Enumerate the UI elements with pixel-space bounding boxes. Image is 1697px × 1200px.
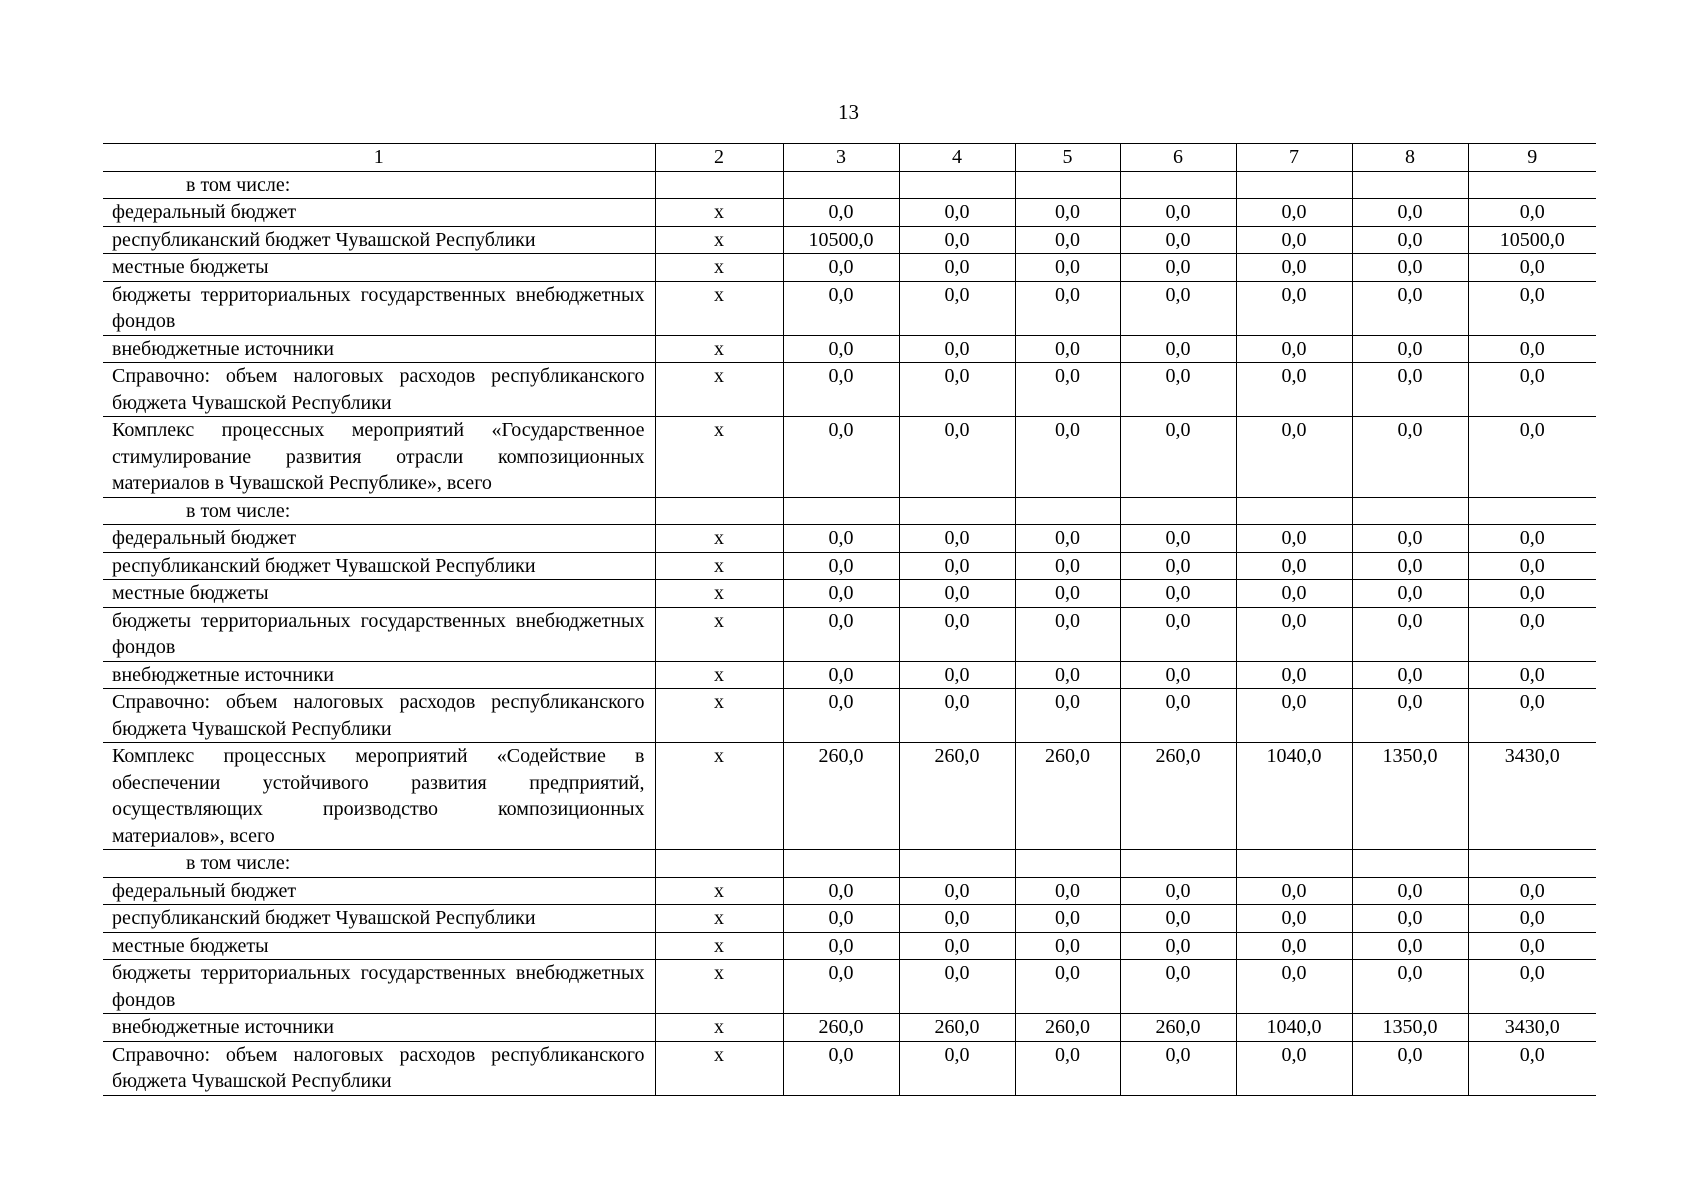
value-cell: 0,0 [899, 607, 1015, 661]
value-cell: 0,0 [1120, 199, 1236, 227]
value-cell: 0,0 [1236, 932, 1352, 960]
value-cell: 0,0 [1120, 417, 1236, 498]
not-applicable-cell: х [655, 960, 783, 1014]
value-cell: 0,0 [899, 932, 1015, 960]
column-number: 3 [783, 144, 899, 172]
row-label: Комплекс процессных мероприятий «Государственное стимулирование развития отрасли композиционных материалов в Чувашской Республике», всего [103, 417, 655, 498]
not-applicable-cell [655, 850, 783, 878]
value-cell [1468, 497, 1596, 525]
subtotal-heading-row [103, 171, 1596, 199]
column-number: 4 [899, 144, 1015, 172]
value-cell [1468, 850, 1596, 878]
not-applicable-cell [655, 171, 783, 199]
table-body [103, 171, 1596, 1095]
value-cell [783, 850, 899, 878]
column-number: 5 [1015, 144, 1120, 172]
value-cell: 0,0 [1352, 254, 1468, 282]
value-cell: 0,0 [1120, 580, 1236, 608]
table-row [103, 525, 1596, 553]
value-cell: 0,0 [1236, 877, 1352, 905]
value-cell: 260,0 [1015, 1014, 1120, 1042]
value-cell: 0,0 [1468, 335, 1596, 363]
value-cell: 0,0 [1015, 689, 1120, 743]
value-cell: 0,0 [899, 417, 1015, 498]
value-cell: 0,0 [899, 960, 1015, 1014]
value-cell: 0,0 [1120, 552, 1236, 580]
value-cell [1468, 171, 1596, 199]
value-cell: 0,0 [1352, 335, 1468, 363]
value-cell: 0,0 [1236, 281, 1352, 335]
value-cell: 0,0 [1468, 281, 1596, 335]
value-cell: 0,0 [1236, 552, 1352, 580]
not-applicable-cell: х [655, 335, 783, 363]
not-applicable-cell: х [655, 743, 783, 850]
value-cell [1352, 497, 1468, 525]
value-cell: 0,0 [1236, 905, 1352, 933]
table-row [103, 417, 1596, 498]
value-cell: 0,0 [1468, 1041, 1596, 1095]
value-cell: 0,0 [1352, 417, 1468, 498]
value-cell: 0,0 [1015, 281, 1120, 335]
value-cell: 0,0 [1468, 689, 1596, 743]
value-cell: 0,0 [899, 905, 1015, 933]
table-row [103, 552, 1596, 580]
value-cell: 0,0 [783, 932, 899, 960]
value-cell [1236, 497, 1352, 525]
not-applicable-cell: х [655, 417, 783, 498]
value-cell [783, 171, 899, 199]
value-cell: 0,0 [1236, 417, 1352, 498]
value-cell: 1350,0 [1352, 1014, 1468, 1042]
value-cell: 0,0 [1236, 525, 1352, 553]
value-cell: 3430,0 [1468, 1014, 1596, 1042]
value-cell: 0,0 [1015, 226, 1120, 254]
value-cell [1120, 497, 1236, 525]
not-applicable-cell: х [655, 552, 783, 580]
value-cell: 10500,0 [783, 226, 899, 254]
value-cell: 260,0 [783, 1014, 899, 1042]
value-cell: 0,0 [783, 580, 899, 608]
row-label: внебюджетные источники [103, 1014, 655, 1042]
value-cell: 0,0 [899, 363, 1015, 417]
value-cell: 0,0 [899, 580, 1015, 608]
value-cell: 0,0 [899, 661, 1015, 689]
value-cell: 0,0 [1352, 226, 1468, 254]
value-cell: 0,0 [899, 226, 1015, 254]
column-number: 2 [655, 144, 783, 172]
value-cell: 0,0 [1015, 199, 1120, 227]
value-cell: 0,0 [1015, 960, 1120, 1014]
value-cell: 0,0 [1468, 525, 1596, 553]
value-cell: 0,0 [1015, 254, 1120, 282]
value-cell: 0,0 [783, 525, 899, 553]
value-cell: 0,0 [1352, 661, 1468, 689]
value-cell: 0,0 [1352, 932, 1468, 960]
value-cell: 0,0 [1468, 417, 1596, 498]
value-cell [1352, 171, 1468, 199]
row-label: республиканский бюджет Чувашской Республики [103, 226, 655, 254]
value-cell: 0,0 [899, 877, 1015, 905]
value-cell: 0,0 [783, 552, 899, 580]
row-label: в том числе: [103, 850, 655, 878]
table-row [103, 932, 1596, 960]
value-cell: 0,0 [1352, 199, 1468, 227]
value-cell: 1040,0 [1236, 1014, 1352, 1042]
value-cell: 0,0 [1120, 877, 1236, 905]
not-applicable-cell: х [655, 661, 783, 689]
row-label: Комплекс процессных мероприятий «Содействие в обеспечении устойчивого развития предприятий, осуществляющих производство композиционных материалов», всего [103, 743, 655, 850]
value-cell: 0,0 [1236, 335, 1352, 363]
value-cell: 0,0 [899, 199, 1015, 227]
not-applicable-cell: х [655, 226, 783, 254]
value-cell: 0,0 [783, 363, 899, 417]
value-cell [899, 850, 1015, 878]
row-label: федеральный бюджет [103, 525, 655, 553]
column-number-row [103, 144, 1596, 172]
value-cell: 0,0 [1236, 1041, 1352, 1095]
value-cell: 0,0 [1352, 607, 1468, 661]
value-cell: 0,0 [1120, 607, 1236, 661]
not-applicable-cell: х [655, 580, 783, 608]
value-cell: 0,0 [899, 335, 1015, 363]
value-cell: 0,0 [1120, 689, 1236, 743]
table-row [103, 743, 1596, 850]
value-cell: 0,0 [899, 689, 1015, 743]
row-label: в том числе: [103, 497, 655, 525]
value-cell: 0,0 [1468, 661, 1596, 689]
value-cell: 0,0 [783, 254, 899, 282]
value-cell: 0,0 [783, 281, 899, 335]
row-label: Справочно: объем налоговых расходов республиканского бюджета Чувашской Республики [103, 689, 655, 743]
row-label: федеральный бюджет [103, 877, 655, 905]
value-cell: 0,0 [1468, 363, 1596, 417]
column-number: 7 [1236, 144, 1352, 172]
value-cell: 0,0 [783, 607, 899, 661]
value-cell: 0,0 [1015, 607, 1120, 661]
value-cell: 0,0 [1120, 254, 1236, 282]
value-cell [1015, 171, 1120, 199]
value-cell: 0,0 [899, 281, 1015, 335]
value-cell: 0,0 [783, 661, 899, 689]
value-cell [1352, 850, 1468, 878]
value-cell: 260,0 [899, 1014, 1015, 1042]
table-row [103, 1041, 1596, 1095]
value-cell: 0,0 [1120, 905, 1236, 933]
value-cell: 0,0 [1468, 932, 1596, 960]
value-cell: 0,0 [783, 689, 899, 743]
value-cell: 0,0 [1352, 1041, 1468, 1095]
value-cell: 0,0 [1352, 552, 1468, 580]
not-applicable-cell: х [655, 905, 783, 933]
value-cell: 0,0 [1352, 877, 1468, 905]
value-cell: 0,0 [1468, 960, 1596, 1014]
table-row [103, 199, 1596, 227]
value-cell: 0,0 [1015, 661, 1120, 689]
row-label: бюджеты территориальных государственных внебюджетных фондов [103, 281, 655, 335]
value-cell: 0,0 [783, 960, 899, 1014]
value-cell: 0,0 [1015, 552, 1120, 580]
value-cell: 0,0 [1352, 580, 1468, 608]
value-cell: 0,0 [1236, 226, 1352, 254]
not-applicable-cell: х [655, 1041, 783, 1095]
value-cell: 0,0 [783, 1041, 899, 1095]
value-cell: 0,0 [1468, 580, 1596, 608]
column-number: 8 [1352, 144, 1468, 172]
value-cell: 0,0 [1468, 607, 1596, 661]
value-cell: 0,0 [1015, 580, 1120, 608]
value-cell [1015, 497, 1120, 525]
not-applicable-cell: х [655, 1014, 783, 1042]
row-label: бюджеты территориальных государственных внебюджетных фондов [103, 607, 655, 661]
value-cell [783, 497, 899, 525]
value-cell: 260,0 [1015, 743, 1120, 850]
value-cell: 0,0 [1236, 199, 1352, 227]
row-label: местные бюджеты [103, 254, 655, 282]
subtotal-heading-row [103, 497, 1596, 525]
table-row [103, 363, 1596, 417]
value-cell: 0,0 [1120, 661, 1236, 689]
column-number: 6 [1120, 144, 1236, 172]
value-cell: 260,0 [1120, 743, 1236, 850]
row-label: Справочно: объем налоговых расходов республиканского бюджета Чувашской Республики [103, 363, 655, 417]
value-cell: 0,0 [1352, 960, 1468, 1014]
value-cell: 3430,0 [1468, 743, 1596, 850]
value-cell: 0,0 [1468, 877, 1596, 905]
table-row [103, 281, 1596, 335]
value-cell: 0,0 [899, 525, 1015, 553]
value-cell: 0,0 [783, 905, 899, 933]
row-label: федеральный бюджет [103, 199, 655, 227]
value-cell [1236, 171, 1352, 199]
not-applicable-cell: х [655, 689, 783, 743]
value-cell: 0,0 [1015, 335, 1120, 363]
value-cell: 0,0 [1120, 1041, 1236, 1095]
row-label: внебюджетные источники [103, 661, 655, 689]
value-cell: 0,0 [1236, 607, 1352, 661]
value-cell: 0,0 [1236, 363, 1352, 417]
value-cell: 0,0 [1015, 932, 1120, 960]
not-applicable-cell: х [655, 877, 783, 905]
value-cell: 0,0 [1120, 335, 1236, 363]
not-applicable-cell: х [655, 199, 783, 227]
table-row [103, 607, 1596, 661]
value-cell: 0,0 [1120, 281, 1236, 335]
table-row [103, 1014, 1596, 1042]
value-cell [1120, 850, 1236, 878]
value-cell: 0,0 [783, 877, 899, 905]
value-cell: 260,0 [1120, 1014, 1236, 1042]
value-cell: 0,0 [1015, 877, 1120, 905]
value-cell: 0,0 [1352, 905, 1468, 933]
value-cell: 0,0 [1120, 525, 1236, 553]
value-cell: 0,0 [1015, 363, 1120, 417]
not-applicable-cell [655, 497, 783, 525]
value-cell: 0,0 [1352, 689, 1468, 743]
value-cell: 0,0 [1120, 960, 1236, 1014]
not-applicable-cell: х [655, 525, 783, 553]
row-label: Справочно: объем налоговых расходов республиканского бюджета Чувашской Республики [103, 1041, 655, 1095]
value-cell: 0,0 [1352, 363, 1468, 417]
value-cell: 0,0 [1236, 580, 1352, 608]
value-cell: 0,0 [1468, 905, 1596, 933]
value-cell: 0,0 [899, 254, 1015, 282]
value-cell [1236, 850, 1352, 878]
table-row [103, 661, 1596, 689]
table-row [103, 689, 1596, 743]
row-label: внебюджетные источники [103, 335, 655, 363]
value-cell: 0,0 [783, 335, 899, 363]
value-cell: 1350,0 [1352, 743, 1468, 850]
value-cell: 0,0 [783, 199, 899, 227]
value-cell: 0,0 [899, 552, 1015, 580]
value-cell: 0,0 [1468, 199, 1596, 227]
table-row [103, 226, 1596, 254]
row-label: в том числе: [103, 171, 655, 199]
row-label: республиканский бюджет Чувашской Республики [103, 905, 655, 933]
value-cell: 0,0 [1352, 281, 1468, 335]
value-cell: 0,0 [899, 1041, 1015, 1095]
column-number: 9 [1468, 144, 1596, 172]
not-applicable-cell: х [655, 363, 783, 417]
value-cell [1120, 171, 1236, 199]
not-applicable-cell: х [655, 254, 783, 282]
value-cell: 0,0 [1468, 552, 1596, 580]
value-cell [899, 171, 1015, 199]
table-row [103, 335, 1596, 363]
not-applicable-cell: х [655, 932, 783, 960]
value-cell: 0,0 [1015, 417, 1120, 498]
value-cell [1015, 850, 1120, 878]
value-cell: 260,0 [783, 743, 899, 850]
row-label: республиканский бюджет Чувашской Республики [103, 552, 655, 580]
value-cell: 0,0 [1120, 226, 1236, 254]
value-cell: 260,0 [899, 743, 1015, 850]
subtotal-heading-row [103, 850, 1596, 878]
not-applicable-cell: х [655, 281, 783, 335]
value-cell: 0,0 [1468, 254, 1596, 282]
value-cell: 0,0 [1015, 525, 1120, 553]
value-cell [899, 497, 1015, 525]
row-label: бюджеты территориальных государственных внебюджетных фондов [103, 960, 655, 1014]
value-cell: 10500,0 [1468, 226, 1596, 254]
value-cell: 0,0 [783, 417, 899, 498]
column-number: 1 [103, 144, 655, 172]
not-applicable-cell: х [655, 607, 783, 661]
value-cell: 0,0 [1236, 254, 1352, 282]
value-cell: 0,0 [1015, 905, 1120, 933]
value-cell: 0,0 [1120, 932, 1236, 960]
value-cell: 0,0 [1236, 960, 1352, 1014]
page-number: 13 [838, 100, 859, 124]
table-row [103, 960, 1596, 1014]
table-row [103, 877, 1596, 905]
table-row [103, 254, 1596, 282]
budget-table [103, 143, 1596, 1096]
table-row [103, 905, 1596, 933]
row-label: местные бюджеты [103, 932, 655, 960]
value-cell: 0,0 [1015, 1041, 1120, 1095]
value-cell: 0,0 [1120, 363, 1236, 417]
value-cell: 0,0 [1236, 689, 1352, 743]
value-cell: 1040,0 [1236, 743, 1352, 850]
value-cell: 0,0 [1236, 661, 1352, 689]
table-row [103, 580, 1596, 608]
value-cell: 0,0 [1352, 525, 1468, 553]
row-label: местные бюджеты [103, 580, 655, 608]
